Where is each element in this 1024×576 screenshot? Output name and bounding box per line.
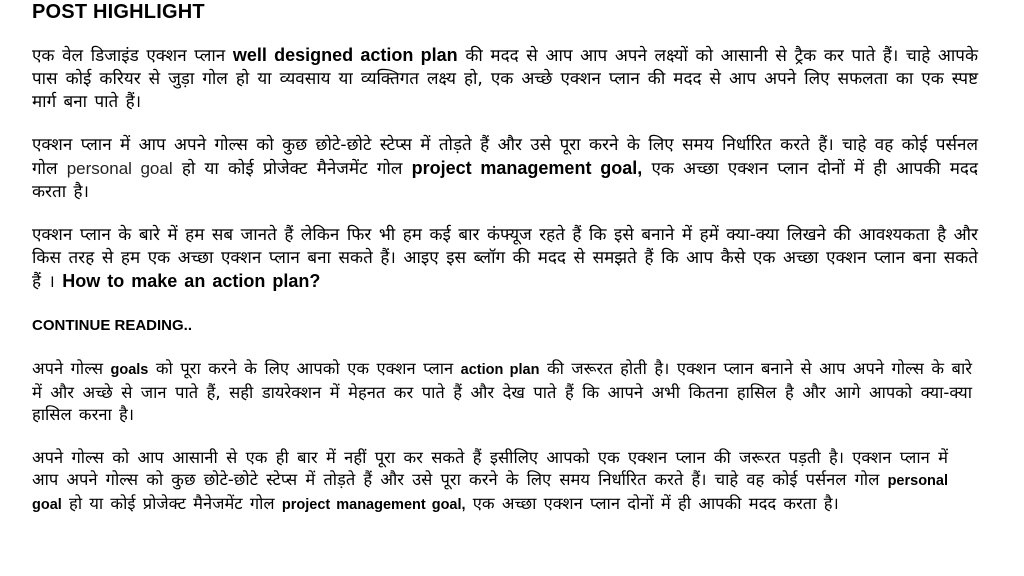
paragraph-text: हो या कोई प्रोजेक्ट मैनेजमेंट गोल (61, 493, 282, 513)
paragraph-text: अपने गोल्स (32, 359, 111, 378)
paragraph-summary (32, 447, 978, 517)
bold-term: action plan (460, 362, 540, 378)
paragraph-steps (32, 134, 978, 204)
english-term: personal goal (66, 159, 173, 178)
paragraph-text: को पूरा करने के लिए आपको एक एक्शन प्लान (148, 359, 461, 378)
continue-reading-label: CONTINUE READING.. (32, 317, 193, 334)
paragraph-goals (32, 358, 978, 427)
bold-term: well designed action plan (232, 45, 458, 65)
paragraph-text: हो या कोई प्रोजेक्ट मैनेजमेंट गोल (172, 159, 412, 179)
page-title: POST HIGHLIGHT (32, 1, 205, 23)
paragraph-text: अपने गोल्स को आप आसानी से एक ही बार में नहीं पूरा कर सकते हैं इसीलिए आपको एक एक्शन प्लान की जरूरत पड़ती है। एक्शन प्लान में आप अपने गोल्स को कुछ छोटे-छोटे स्टेप्स में तोड़ते हैं और उसे पूरा करने के लिए समय निर्धारित करते हैं। चाहे वह कोई पर्सनल गोल (32, 447, 948, 489)
paragraph-text: एक वेल डिजाइंड एक्शन प्लान (32, 46, 233, 66)
paragraph-text: एक अच्छा एक्शन प्लान दोनों में ही आपकी मदद करता है। (465, 493, 839, 513)
bold-term: goals (110, 362, 149, 378)
paragraph-text: की मदद से आप आप अपने लक्ष्यों को आसानी से ट्रैक कर पाते हैं। चाहे आपके पास कोई करियर से जुड़ा गोल हो या व्यवसाय या व्यक्तिगत लक्ष्य हो, एक अच्छे एक्शन प्लान की मदद से आप अपने लिए सफलता का एक स्पष्ट मार्ग बना पाते हैं। (32, 46, 978, 112)
bold-term: project management goal, (281, 496, 466, 513)
bold-term: personal goal (32, 473, 948, 513)
paragraph-text: एक अच्छा एक्शन प्लान दोनों में ही आपकी मदद करता है। (32, 159, 978, 202)
paragraph-intro (32, 44, 978, 114)
paragraph-howto (32, 224, 978, 294)
paragraph-text: एक्शन प्लान में आप अपने गोल्स को कुछ छोटे-छोटे स्टेप्स में तोड़ते हैं और उसे पूरा करने के लिए समय निर्धारित करते हैं। चाहे वह कोई पर्सनल गोल (32, 135, 978, 179)
paragraph-text: एक्शन प्लान के बारे में हम सब जानते हैं लेकिन फिर भी हम कई बार कंफ्यूज रहते हैं कि इसे बनाने में हमें क्या-क्या लिखने की आवश्यकता है और किस तरह से हम एक अच्छा एक्शन प्लान बना सकते हैं। आइए इस ब्लॉग की मदद से समझते हैं कि आप कैसे एक अच्छा एक्शन प्लान बना सकते हैं । (32, 225, 978, 292)
paragraph-text: की जरूरत होती है। एक्शन प्लान बनाने से आप अपने गोल्स के बारे में और अच्छे से जान पाते हैं, सही डायरेक्शन में मेहनत कर पाते हैं और देख पाते हैं कि आपने अभी कितना हासिल है और आगे आपको क्या-क्या हासिल करना है। (32, 359, 973, 424)
bold-term: project management goal, (411, 158, 643, 178)
bold-term: How to make an action plan? (62, 271, 321, 291)
